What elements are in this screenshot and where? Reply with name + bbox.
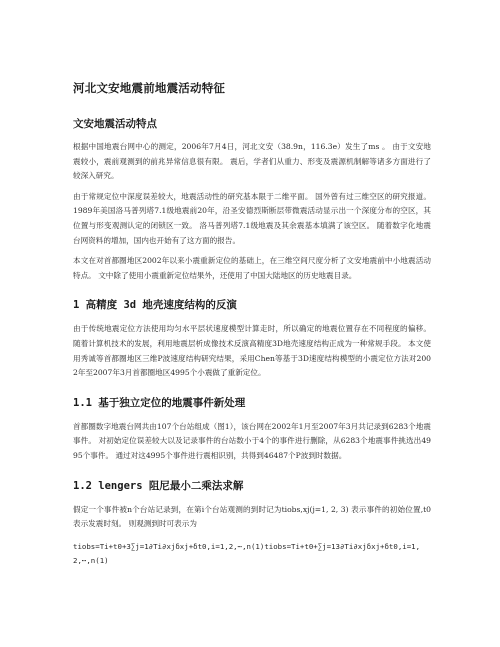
section-heading-inversion: 1 高精度 3d 地壳速度结构的反演 — [73, 299, 237, 312]
document-page — [73, 80, 431, 568]
equation: tiobs=Ti+t0+3∑j=1∂Ti∂xjδxj+δt0,i=1,2,⋯,n(1)tiobs=Ti+t0+∑j=13∂Ti∂xjδxj+δt0,i=1,2,⋯,n(1) — [73, 541, 421, 565]
paragraph: 假定一个事件被n个台站记录到，在第i个台站观测的到时记为tiobs,xj(j=1, 2, 3) 表示事件的初始位置,t0表示发震时刻。 则观测到时可表示为 — [73, 504, 431, 529]
paragraph: 由于传统地震定位方法使用均匀水平层状速度模型计算走时，所以确定的地震位置存在不同程度的偏移。 随着计算机技术的发展，利用地震层析成像技术反演高精度3D地壳速度结构正成为一种常规手段。 本文使用秀诚等首都圈地区三维P波速度结构研究结果，采用Chen等基于3D速度结构模型的小震定位方法对2002年至2007年3月首都圈地区4995个小震做了重新定位。 — [73, 324, 431, 378]
section-heading-relocation: 1.1 基于独立定位的地震事件新处理 — [73, 396, 246, 409]
paragraph: 本文在对首都圈地区2002年以来小震重新定位的基础上，在三维空间尺度分析了文安地震前中小地震活动特点。 文中除了使用小震重新定位结果外，还使用了中国大陆地区的历史地震目录。 — [73, 256, 431, 280]
section-heading-wenan: 文安地震活动特点 — [73, 118, 157, 130]
section-heading-least-squares: 1.2 lengers 阻尼最小二乘法求解 — [73, 479, 244, 492]
document-title: 河北文安地震前地震活动特征 — [73, 81, 226, 95]
paragraph: 首都圈数字地震台网共由107个台站组成（图1），该台网在2002年1月至2007年3月共记录到6283个地震事件。 对初始定位误差较大以及记录事件的台站数小于4个的事件进行删除，从6283个地震事件挑选出4995个事件。 通过对这4995个事件进行震相识别，共得到46487个P波到时数据。 — [73, 421, 431, 460]
paragraph: 由于常规定位中深度误差较大，地震活动性的研究基本限于二维平面。 国外曾有过三维空区的研究报道。 1989年美国洛马普列塔7.1级地震前20年，沿圣安德烈斯断层带微震活动显示出一个深度分布的空区，其位置与形变观测认定的闭锁区一致。 洛马普列塔7.1级地震及其余震基本填满了该空区。 随着数字化地震台网资料的增加，国内也开始有了这方面的报告。 — [73, 191, 431, 245]
paragraph: 根据中国地震台网中心的测定，2006年7月4日，河北文安（38.9n，116.3e）发生了ms 。 由于文安地震较小，震前观测到的前兆异常信息很有限。 震后，学者们从重力、形变及震源机制解等诸多方面进行了较深入研究。 — [73, 142, 431, 181]
